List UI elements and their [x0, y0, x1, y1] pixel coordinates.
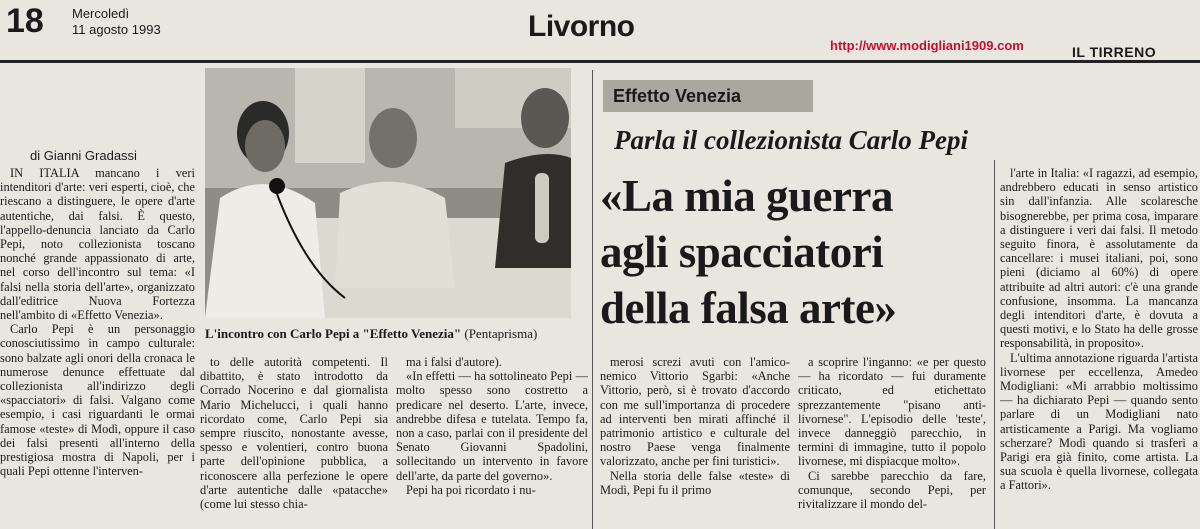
paragraph: l'arte in Italia: «I ragazzi, ad esempio, andrebbero educati in senso artistico sin dall'infanzia. Alle scolaresche bisognerebbe, per prima cosa, imparare a distinguere i veri dai falsi. Il metodo seguito finora, è assolutamente da cancellare: i musei italiani, poi, sono pieni (diciamo al 60%) di opere attribuite ad altri autori: c'è una grande confusione, insomma. La mancanza degli intenditori d'arte, è dovuta a questi motivi, e lo Stato ha delle grosse responsabilità, in proposito». — [1000, 166, 1198, 351]
kicker-label: Effetto Venezia — [603, 80, 813, 112]
paragraph: IN ITALIA mancano i veri intenditori d'arte: veri esperti, cioè, che riescano a distinguere, le opere d'arte autentiche, dai falsi. È questo, l'appello-denuncia lanciato da Carlo Pepi, noto collezionista toscano nonché grande appassionato di arte, nel corso dell'incontro sul tema: «I falsi nella storia dell'arte», organizzato dall'editrice Nuova Fortezza nell'ambito di «Effetto Venezia». — [0, 166, 195, 323]
paragraph: to delle autorità competenti. Il dibattito, è stato introdotto da Corrado Nocerino e dal giornalista Mario Michelucci, i quali hanno ricordato come, Carlo Pepi sia sempre riuscito, nonostante avesse, spesso e volentieri, contro buona parte dell'opinione pubblica, a riconoscere alla perfezione le opere d'arte autentiche dalle «patacche» (come lui stesso chia- — [200, 355, 388, 512]
paragraph: a scoprire l'inganno: «e per questo — ha ricordato — fui duramente criticato, ed etichettato sprezzantemente "pisano anti-livornese". L'episodio delle 'teste', invece danneggiò parecchio, in termini di immagine, tutto il popolo livornese, mi dispiacque molto». — [798, 355, 986, 469]
caption-text: L'incontro con Carlo Pepi a "Effetto Venezia" — [205, 326, 462, 341]
paragraph: Ci sarebbe parecchio da fare, comunque, secondo Pepi, per rivitalizzare il mondo del- — [798, 468, 986, 512]
source-url: http://www.modigliani1909.com — [830, 38, 1024, 53]
column-6 — [1000, 166, 1198, 529]
paragraph: Nella storia delle false «teste» di Modì, Pepi fu il primo — [600, 468, 790, 497]
photo-credit: (Pentaprisma) — [464, 326, 538, 341]
headline-line: della falsa arte» — [600, 283, 897, 333]
dateline — [72, 6, 161, 38]
masthead-rule — [0, 60, 1200, 63]
event-photo — [205, 68, 571, 318]
column-4 — [600, 355, 790, 529]
column-divider — [994, 160, 995, 529]
headline — [600, 168, 1000, 336]
paragraph: L'ultima annotazione riguarda l'artista livornese per eccellenza, Amedeo Modigliani: «Mi arrabbio moltissimo — ha dichiarato Pepi — quando sento parlare di un Modigliani nato artisticamente a Parigi. Ma vogliamo scherzare? Modì quando si trasferì a Parigi era già finito, come artista. La sua scuola è quella livornese, collegata a Fattori». — [1000, 350, 1198, 493]
column-divider — [592, 70, 593, 529]
column-3 — [396, 355, 588, 529]
column-2 — [200, 355, 388, 529]
paragraph: Pepi ha poi ricordato i nu- — [406, 482, 536, 497]
headline-line: agli spacciatori — [600, 227, 884, 277]
paragraph: ma i falsi d'autore). — [406, 355, 502, 369]
weekday: Mercoledì — [72, 6, 130, 21]
paragraph: «In effetti — ha sottolineato Pepi — molto spesso sono costretto a predicare nel deserto. L'arte, invece, andrebbe difesa e tutelata. Tempo fa, non a caso, parlai con il presidente del Senato Giovanni Spadolini, sollecitando un intervento in favore dell'arte, da parte del governo». — [396, 369, 588, 483]
paragraph: merosi screzi avuti con l'amico-nemico Vittorio Sgarbi: «Anche Vittorio, però, si è trovato d'accordo con me sull'importanza di procedere ad interventi ben mirati affinché il patrimonio artistico e culturale del nostro Paese venga finalmente valorizzato, anche per fini turistici». — [600, 355, 790, 469]
date: 11 agosto 1993 — [72, 22, 161, 37]
byline: di Gianni Gradassi — [30, 148, 137, 163]
event-photo-image — [205, 68, 571, 318]
newspaper-name: IL TIRRENO — [1072, 44, 1157, 60]
page-number: 18 — [6, 2, 44, 40]
paragraph: Carlo Pepi è un personaggio conosciutissimo in campo culturale: sono balzate agli onori della cronaca le numerose denunce effettuate dal collezionista all'indirizzo degli «spacciatori» di falsi. Valgano come esempio, i casi riguardanti le ormai famose «teste» di Modì, oppure il caso dei falsi presenti all'interno della prestigiosa mostra di Napoli, per i quali Pepi ottenne l'interven- — [0, 322, 195, 479]
column-1 — [0, 166, 195, 529]
photo-caption — [205, 326, 585, 342]
column-5 — [798, 355, 986, 529]
subheadline: Parla il collezionista Carlo Pepi — [614, 125, 969, 155]
section-title: Livorno — [528, 10, 635, 43]
headline-line: «La mia guerra — [600, 171, 893, 221]
